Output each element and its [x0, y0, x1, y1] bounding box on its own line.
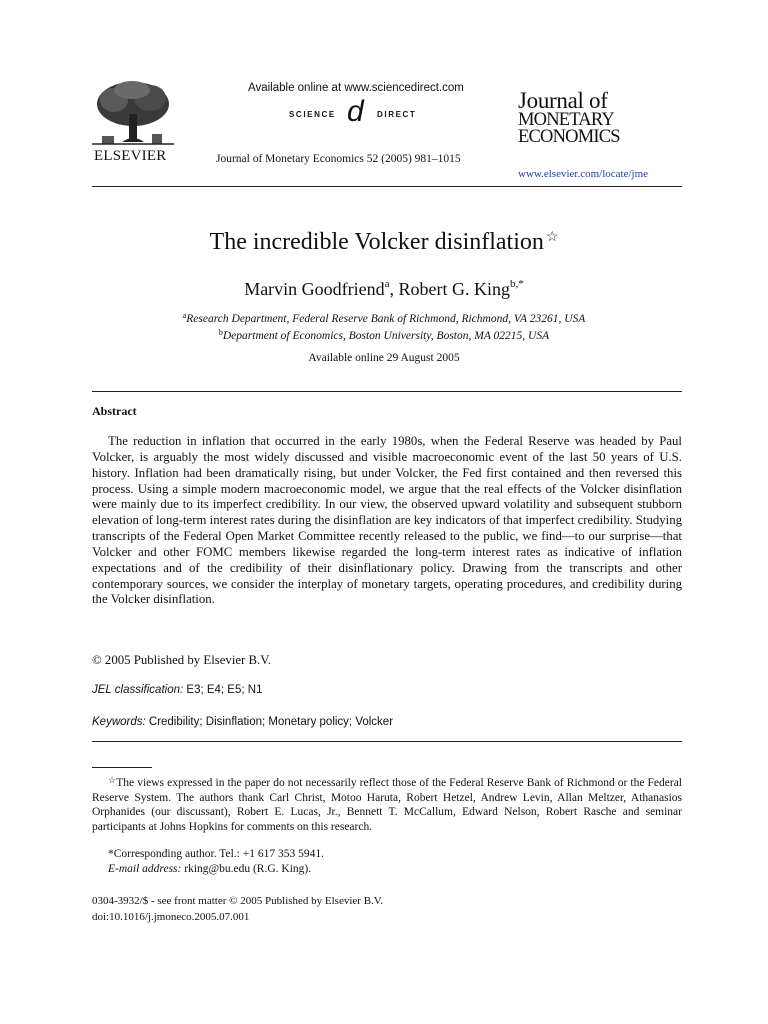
- available-date: Available online 29 August 2005: [308, 352, 460, 364]
- footnote-mark: ☆: [108, 775, 117, 785]
- abstract-copyright: © 2005 Published by Elsevier B.V.: [92, 653, 272, 667]
- abstract-bottom-divider: [92, 741, 682, 742]
- author-affil-mark[interactable]: a: [384, 278, 390, 290]
- affiliation-a: [0, 311, 768, 325]
- keywords: [92, 716, 393, 728]
- affiliation-b: [0, 328, 768, 342]
- journal-url-link[interactable]: www.elsevier.com/locate/jme: [518, 168, 649, 180]
- footnote-acknowledgement: [92, 773, 682, 834]
- jel-classification: [92, 684, 262, 696]
- corresponding-author: *Corresponding author. Tel.: +1 617 353 5941.: [108, 848, 324, 860]
- abstract-top-divider: [92, 391, 682, 392]
- available-online-text: Available online at www.sciencedirect.com: [248, 82, 464, 94]
- email-address: [108, 863, 311, 875]
- article-title: [0, 229, 768, 256]
- keywords-value: Credibility; Disinflation; Monetary policy; Volcker: [145, 716, 394, 728]
- sd-left-text: SCIENCE: [289, 110, 336, 119]
- journal-logo-line1: Journal of: [518, 88, 608, 113]
- email-value[interactable]: rking@bu.edu (R.G. King).: [181, 863, 312, 875]
- sd-mark-icon: d: [347, 95, 364, 128]
- article-title-text: The incredible Volcker disinflation: [209, 229, 544, 255]
- journal-logo-line3: ECONOMICS: [518, 126, 620, 148]
- title-footnote-mark[interactable]: ☆: [545, 230, 559, 245]
- affil-mark: b: [218, 328, 223, 337]
- author-name: Robert G. King: [398, 279, 511, 299]
- abstract-heading: Abstract: [92, 404, 137, 418]
- journal-citation: Journal of Monetary Economics 52 (2005) 981–1015: [216, 153, 461, 165]
- journal-logo: [518, 90, 688, 146]
- footnote-text: The views expressed in the paper do not necessarily reflect those of the Federal Reserve Bank of Richmond or the Federal Reserve System. The authors thank Carl Christ, Motoo Haruta, Robert Hetzel, Andrew Levin, Allan Meltzer, Athanasios Orphanides (our discussant), Robert E. Lucas, Jr., Bennett T. McCallum, Edward Nelson, Robert Rasche and seminar participants at Johns Hopkins for comments on this research.: [92, 777, 682, 833]
- jel-label: JEL classification:: [92, 684, 184, 696]
- jel-value: E3; E4; E5; N1: [183, 684, 263, 696]
- issn-line: 0304-3932/$ - see front matter © 2005 Published by Elsevier B.V.: [92, 895, 384, 907]
- author-separator: ,: [389, 279, 399, 299]
- publisher-name: ELSEVIER: [94, 148, 167, 164]
- journal-logo-line2: MONETARY: [518, 109, 614, 131]
- author-affil-mark[interactable]: b,*: [510, 278, 524, 290]
- affiliation-text: Department of Economics, Boston University, Boston, MA 02215, USA: [222, 330, 550, 342]
- sciencedirect-logo: [289, 95, 449, 131]
- email-label: E-mail address:: [108, 863, 182, 875]
- keywords-label: Keywords:: [92, 716, 146, 728]
- footnote-divider: [92, 767, 152, 768]
- sd-right-text: DIRECT: [377, 110, 417, 119]
- abstract-text: The reduction in inflation that occurred in the early 1980s, when the Federal Reserve was headed by Paul Volcker, is arguably the most widely discussed and visible macroeconomic event of the last 50 years of U.S. history. Inflation had been dramatically rising, but under Volcker, the Fed first contained and then reversed this process. Using a simple modern macroeconomic model, we argue that the real effects of the Volcker disinflation were mainly due to its imperfect credibility. In our view, the observed upward volatility and subsequent stubborn elevation of long-term interest rates during the disinflation are key indicators of that imperfect credibility. Studying transcripts of the Federal Open Market Committee recently released to the public, we find—to our surprise—that Volcker and other FOMC members likewise regarded the long-term interest rates as indicative of inflation expectations and of the credibility of their disinflationary policy. Drawing from the transcripts and other contemporary sources, we consider the interplay of monetary targets, operating procedures, and credibility during the Volcker disinflation.: [92, 434, 682, 607]
- author-name: Marvin Goodfriend: [244, 279, 385, 299]
- affil-mark: a: [182, 311, 187, 320]
- doi-line[interactable]: doi:10.1016/j.jmoneco.2005.07.001: [92, 911, 250, 923]
- header-divider: [92, 186, 682, 187]
- author-list: [0, 278, 768, 300]
- affiliation-text: Research Department, Federal Reserve Bank of Richmond, Richmond, VA 23261, USA: [186, 313, 586, 325]
